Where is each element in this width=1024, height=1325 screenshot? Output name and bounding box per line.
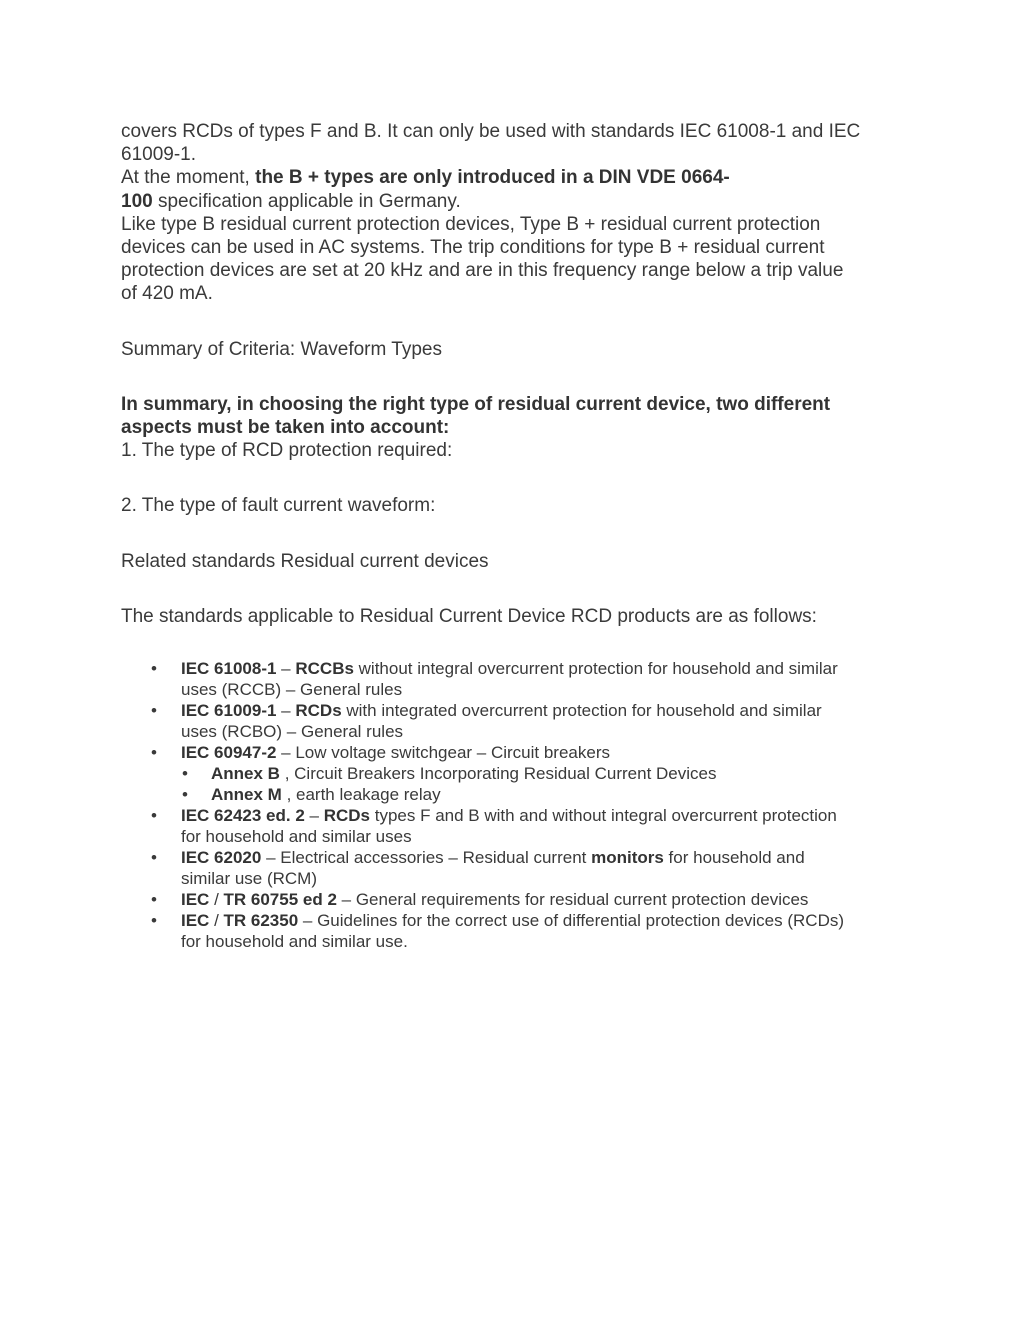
standard-description: – Electrical accessories – Residual current [261, 848, 592, 868]
standard-description: – Low voltage switchgear – Circuit breakers [276, 743, 610, 763]
text-line: devices can be used in AC systems. The trip conditions for type B + residual current [121, 237, 825, 259]
list-item [121, 889, 911, 910]
separator: – [276, 659, 296, 679]
text-run: At the moment, [121, 167, 256, 189]
text-line: Like type B residual current protection devices, Type B + residual current protection [121, 213, 821, 235]
list-item [121, 805, 911, 847]
annex-code: Annex B [211, 764, 280, 784]
standard-description: for household and [663, 848, 805, 868]
bullet-icon: • [151, 911, 157, 931]
list-item [121, 847, 911, 889]
text-line [121, 190, 911, 213]
list-item [121, 700, 911, 742]
bullet-icon: • [182, 785, 188, 805]
standard-code: IEC 61008-1 [181, 659, 277, 679]
summary-bold-line [121, 416, 911, 439]
standard-description-cont: similar use (RCM) [181, 869, 317, 889]
bullet-icon: • [182, 764, 188, 784]
paragraph-b-plus [121, 120, 911, 306]
bullet-icon: • [151, 806, 157, 826]
annex-description: , Circuit Breakers Incorporating Residual Current Devices [279, 764, 717, 784]
list-item [121, 742, 911, 763]
separator: / [209, 890, 224, 910]
criteria-point-1: 1. The type of RCD protection required: [121, 440, 453, 462]
bold-run: the B + types are only introduced in a DIN VDE 0664- [255, 167, 730, 189]
standard-code: IEC 61009-1 [181, 701, 277, 721]
bold-run: 100 [121, 190, 153, 212]
standards-intro: The standards applicable to Residual Current Device RCD products are as follows: [121, 605, 817, 627]
standard-description-cont: for household and similar use. [181, 932, 408, 952]
separator: – [304, 806, 324, 826]
bold-run: In summary, in choosing the right type of residual current device, two different [121, 393, 831, 415]
bullet-icon: • [151, 848, 157, 868]
standard-code: IEC 60947-2 [181, 743, 277, 763]
list-item [121, 910, 911, 952]
standard-description: – General requirements for residual current protection devices [336, 890, 809, 910]
standard-description: with integrated overcurrent protection for household and similar [341, 701, 822, 721]
spacer [121, 518, 911, 550]
standard-code: IEC [181, 911, 210, 931]
bullet-icon: • [151, 701, 157, 721]
text-line: of 420 mA. [121, 283, 213, 305]
standard-code: IEC 62423 ed. 2 [181, 806, 305, 826]
text-line: 61009-1. [121, 144, 197, 166]
bullet-icon: • [151, 890, 157, 910]
bullet-icon: • [151, 659, 157, 679]
standard-description-cont: for household and similar uses [181, 827, 412, 847]
standard-code: IEC [181, 890, 210, 910]
text-run: specification applicable in Germany. [152, 190, 461, 212]
standard-keyword: RCDs [323, 806, 371, 826]
standards-list [121, 658, 911, 952]
text-line: protection devices are set at 20 kHz and are in this frequency range below a trip value [121, 260, 844, 282]
standard-keyword: TR 62350 [223, 911, 299, 931]
summary-heading: Summary of Criteria: Waveform Types [121, 338, 442, 360]
text-line [121, 166, 911, 189]
standard-description-cont: uses (RCBO) – General rules [181, 722, 404, 742]
annex-code: Annex M [211, 785, 282, 805]
bold-run: aspects must be taken into account: [121, 417, 450, 439]
annex-description: , earth leakage relay [281, 785, 441, 805]
sub-list-item [121, 784, 911, 805]
spacer [121, 462, 911, 494]
summary-bold-line [121, 393, 911, 416]
separator: / [209, 911, 224, 931]
bullet-icon: • [151, 743, 157, 763]
criteria-point-2: 2. The type of fault current waveform: [121, 495, 436, 517]
text-line: covers RCDs of types F and B. It can only be used with standards IEC 61008-1 and IEC [121, 121, 861, 142]
spacer [121, 573, 911, 605]
standard-keyword: RCCBs [295, 659, 354, 679]
document-body [121, 120, 911, 952]
list-item [121, 658, 911, 700]
standard-description: without integral overcurrent protection for household and similar [353, 659, 838, 679]
standard-keyword: RCDs [295, 701, 342, 721]
related-standards-heading: Related standards Residual current devices [121, 550, 489, 572]
standard-description: – Guidelines for the correct use of differential protection devices (RCDs) [298, 911, 845, 931]
sub-list-item [121, 763, 911, 784]
standard-description-cont: uses (RCCB) – General rules [181, 680, 403, 700]
standard-keyword: TR 60755 ed 2 [223, 890, 337, 910]
spacer [121, 306, 911, 338]
standard-code: IEC 62020 [181, 848, 262, 868]
separator: – [276, 701, 296, 721]
standard-description: types F and B with and without integral overcurrent protection [370, 806, 837, 826]
standard-keyword: monitors [591, 848, 664, 868]
spacer [121, 361, 911, 393]
